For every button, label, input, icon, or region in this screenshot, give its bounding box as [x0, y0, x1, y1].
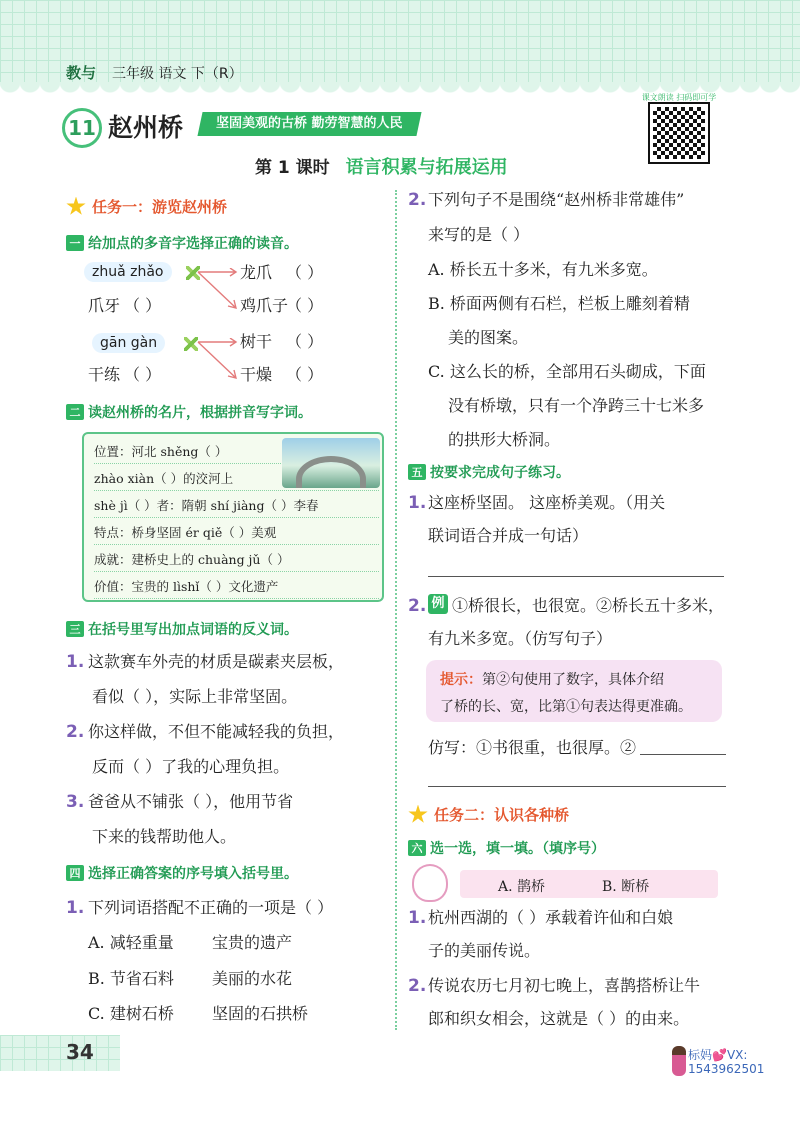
sec5-heading [408, 462, 570, 482]
info-row[interactable]: 特点：桥身坚固 ér qiě（ ）美观 [94, 523, 379, 545]
option-left: C. 建树石桥 [88, 1004, 174, 1023]
sec1-badge: 一 [66, 235, 84, 251]
answer-line[interactable] [640, 754, 726, 755]
rq2-option-c-line3: 的拱形大桥洞。 [448, 430, 561, 449]
answer-line[interactable] [428, 576, 724, 577]
sec5-title: 按要求完成句子练习。 [430, 465, 570, 481]
answer-blank[interactable]: （ ） [286, 263, 324, 282]
pinyin-arrows-2 [196, 338, 242, 382]
imitate-prompt: 仿写：①书很重，也很厚。② [428, 738, 637, 757]
rq2-line1: 下列句子不是围绕“赵州桥非常雄伟” [428, 190, 685, 209]
word-ganzao: 干燥 [240, 365, 273, 384]
pinyin-options-gan [92, 333, 165, 353]
task2-title: 任务二：认识各种桥 [434, 806, 570, 824]
pinyin-gan-gan: gān gàn [100, 335, 158, 351]
hint-line2: 了桥的长、宽，比第①句表达得更准确。 [440, 699, 692, 715]
lesson-slogan [197, 112, 421, 136]
option-right: 宝贵的遗产 [212, 933, 293, 952]
question-number: 1. [408, 908, 427, 928]
word-ganlian: 干练 [88, 365, 121, 384]
sec3-q3-line2: 下来的钱帮助他人。 [92, 827, 237, 846]
sec3-q3-line1[interactable]: 爸爸从不铺张（ ），他用节省 [88, 792, 294, 811]
sec3-q1-line1: 这款赛车外壳的材质是碳素夹层板， [88, 652, 345, 671]
sec5-q1-line2: 联词语合并成一句话） [428, 526, 589, 545]
lesson-slogan-text: 坚固美观的古桥 勤劳智慧的人民 [216, 116, 403, 131]
qr-code-block[interactable] [620, 92, 738, 168]
task2-q1-line2: 子的美丽传说。 [428, 941, 541, 960]
watermark-figure-icon [672, 1046, 686, 1076]
qr-code-icon[interactable] [650, 104, 708, 162]
choice-a: A. 鹊桥 [498, 879, 546, 895]
rq2-option-c-line1: C. 这么长的桥，全部用石头砌成，下面 [428, 362, 706, 381]
option-left: B. 节省石料 [88, 969, 174, 988]
option-right: 坚固的石拱桥 [212, 1004, 309, 1023]
task1-heading [66, 196, 227, 217]
question-number: 1. [66, 898, 85, 918]
sec5-q2-line2: 有九米多宽。（仿写句子） [428, 629, 613, 648]
sec2-badge: 二 [66, 404, 84, 420]
sec1-heading [66, 233, 298, 253]
watermark-line2: 1543962501 [688, 1062, 765, 1076]
arrow-line [198, 342, 236, 378]
star-icon [408, 805, 428, 825]
answer-blank[interactable]: （ ） [286, 365, 324, 384]
sec3-q1-line2[interactable]: 看似（ ），实际上非常坚固。 [92, 687, 298, 706]
rq2-option-b-line2: 美的图案。 [448, 328, 529, 347]
word-longzhua [240, 265, 272, 281]
sec4-title: 选择正确答案的序号填入括号里。 [88, 866, 298, 882]
pinyin-zhua-zhao: zhuǎ zhǎo [92, 264, 164, 280]
info-row[interactable]: 位置：河北 shěng（ ） [94, 442, 379, 464]
sec4-badge: 四 [66, 865, 84, 881]
answer-blank[interactable]: （ ） [124, 365, 162, 384]
question-number: 1. [66, 652, 85, 672]
period-heading [255, 153, 508, 179]
task2-heading [408, 804, 569, 825]
star-icon [66, 197, 86, 217]
sec5-q1-line1: 这座桥坚固。 这座桥美观。（用关 [428, 493, 666, 512]
info-row[interactable]: shè jì（ ）者：隋朝 shí jiàng（ ）李春 [94, 496, 379, 518]
brand-logo: 教与 [66, 64, 97, 82]
example-badge: 例 [428, 594, 448, 614]
question-number: 2. [408, 976, 427, 996]
answer-blank[interactable]: （ ） [286, 332, 324, 351]
page-number-band [0, 1035, 120, 1071]
rq2-option-c-line2: 没有桥墩，只有一个净跨三十七米多 [448, 396, 705, 415]
arrow-line [198, 272, 236, 308]
rq2-line2[interactable]: 来写的是（ ） [428, 225, 530, 244]
sec3-heading [66, 619, 298, 639]
sec2-heading [66, 402, 312, 422]
hint-label: 提示： [440, 672, 482, 688]
hint-line1 [440, 669, 664, 689]
period-title: 语言积累与拓展运用 [345, 157, 508, 178]
sec2-title: 读赵州桥的名片，根据拼音写字词。 [88, 405, 312, 421]
word-longzhua-text: 龙爪 [240, 263, 273, 282]
period-label: 第 1 课时 [255, 158, 330, 178]
sec5-badge: 五 [408, 464, 426, 480]
rabbit-icon [412, 864, 448, 902]
task1-title: 任务一：游览赵州桥 [92, 198, 228, 216]
question-number: 1. [408, 493, 427, 513]
choice-b: B. 断桥 [602, 879, 650, 895]
page-number: 34 [66, 1040, 94, 1064]
sec4-heading [66, 863, 298, 883]
sec6-title: 选一选，填一填。（填序号） [430, 841, 605, 857]
arrow-line [198, 268, 236, 276]
sec3-title: 在括号里写出加点词语的反义词。 [88, 622, 298, 638]
task2-q1-line1[interactable]: 杭州西湖的（ ）承载着许仙和白娘 [428, 908, 674, 927]
word-jizhuazi: 鸡爪子 [240, 296, 289, 315]
word-shugan: 树干 [240, 332, 273, 351]
sec1-title: 给加点的多音字选择正确的读音。 [88, 236, 298, 252]
lesson-title: 赵州桥 [108, 113, 184, 142]
answer-blank[interactable]: （ ） [286, 296, 324, 315]
question-number: 2. [408, 596, 427, 616]
option-left: A. 减轻重量 [88, 933, 174, 952]
task2-q2-line2[interactable]: 郎和织女相会，这就是（ ）的由来。 [428, 1009, 690, 1028]
column-divider [395, 190, 397, 1030]
option-right: 美丽的水花 [212, 969, 293, 988]
task2-q2-line1: 传说农历七月初七晚上，喜鹊搭桥让牛 [428, 976, 701, 995]
answer-blank[interactable]: （ ） [124, 296, 162, 315]
sec5-q2-line1: ①桥很长，也很宽。②桥长五十多米， [452, 596, 725, 615]
info-row[interactable]: 价值：宝贵的 lìshǐ（ ）文化遗产 [94, 577, 379, 599]
rq2-option-b-line1: B. 桥面两侧有石栏，栏板上雕刻着精 [428, 294, 690, 313]
choice-box [460, 870, 718, 898]
answer-line[interactable] [428, 786, 726, 787]
word-zhuaya: 爪牙 [88, 296, 121, 315]
question-number: 2. [408, 190, 427, 210]
pinyin-options-zhua [84, 262, 172, 282]
qr-caption: 课文朗读 扫码即可学 [641, 93, 717, 102]
sec4-q1-text[interactable]: 下列词语搭配不正确的一项是（ ） [88, 898, 334, 917]
hint-box [426, 660, 722, 722]
hint-text: 第②句使用了数字，具体介绍 [482, 672, 664, 688]
bridge-arch-shape [296, 456, 366, 488]
watermark-line1: 标妈💕VX: [688, 1048, 748, 1062]
info-row[interactable]: 成就：建桥史上的 chuàng jǔ（ ） [94, 550, 379, 572]
sec3-q2-line2[interactable]: 反而（ ）了我的心理负担。 [92, 757, 290, 776]
watermark [688, 1048, 764, 1076]
question-number: 3. [66, 792, 85, 812]
bridge-photo [282, 438, 380, 488]
question-number: 2. [66, 722, 85, 742]
pinyin-arrows-1 [196, 268, 242, 312]
sec3-badge: 三 [66, 621, 84, 637]
sec6-badge: 六 [408, 840, 426, 856]
info-row[interactable]: zhào xiàn（ ）的洨河上 [94, 469, 379, 491]
sec3-q2-line1: 你这样做，不但不能减轻我的负担， [88, 722, 345, 741]
grade-subject-label: 三年级 语文 下（R） [112, 66, 243, 82]
lesson-number: 11 [62, 108, 102, 148]
arrow-line [198, 338, 236, 346]
sec6-heading [408, 838, 605, 858]
rq2-option-a: A. 桥长五十多米，有九米多宽。 [428, 260, 658, 279]
